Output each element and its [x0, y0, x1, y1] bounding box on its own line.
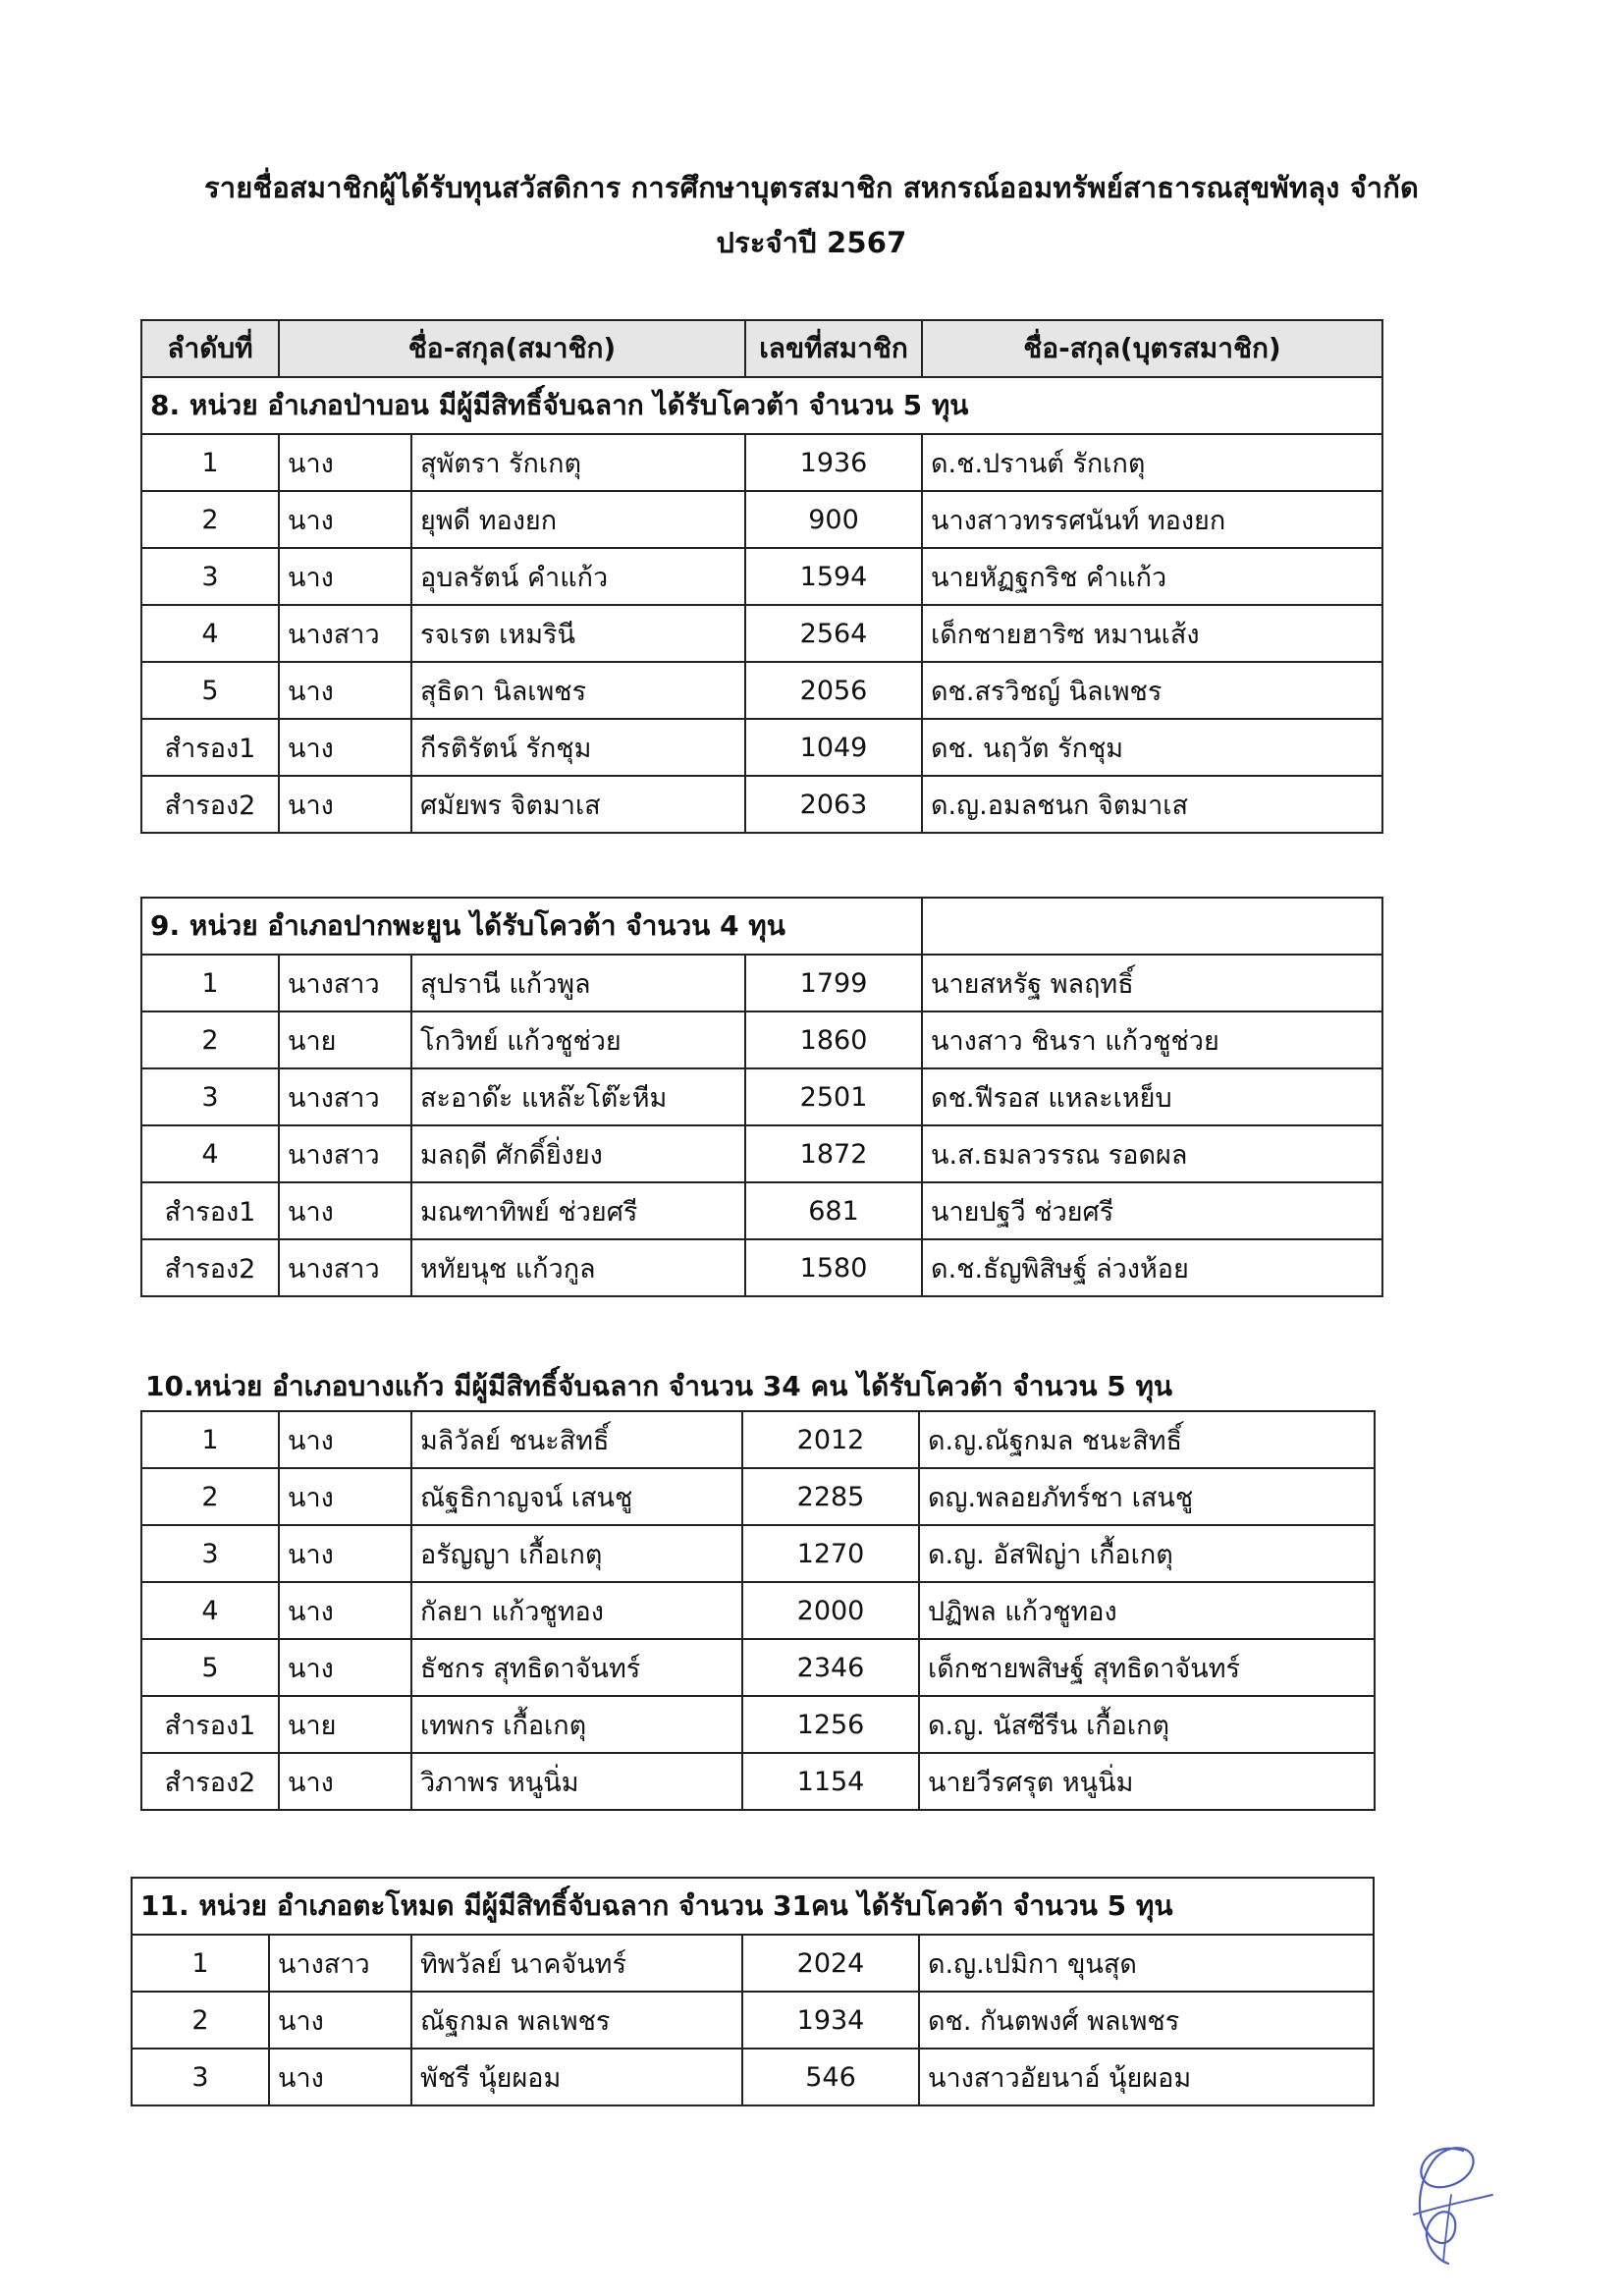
row-order: 3 [141, 1525, 279, 1582]
table-row [141, 719, 1382, 776]
row-order: 1 [141, 955, 279, 1011]
row-member-id: 2063 [745, 776, 922, 833]
table-row [141, 776, 1382, 833]
row-order: 4 [141, 1125, 279, 1182]
row-child-name: ด.ช.ธัญพิสิษฐ์ ล่วงห้อย [922, 1239, 1382, 1296]
row-prefix: นาง [279, 1411, 411, 1468]
row-prefix: นาง [269, 2049, 411, 2105]
row-member-name: อรัญญา เกื้อเกตุ [411, 1525, 742, 1582]
row-member-name: สุพัตรา รักเกตุ [411, 434, 745, 491]
row-order: สำรอง1 [141, 1182, 279, 1239]
row-member-name: สุธิดา นิลเพชร [411, 662, 745, 719]
table-row [141, 548, 1382, 605]
row-order: 2 [141, 491, 279, 548]
row-prefix: นางสาว [279, 1125, 411, 1182]
row-order: 3 [141, 1068, 279, 1125]
table-row [141, 1125, 1382, 1182]
row-child-name: ด.ช.ปรานต์ รักเกตุ [922, 434, 1382, 491]
row-order: 3 [132, 2049, 269, 2105]
row-child-name: ด.ญ.ณัฐกมล ชนะสิทธิ์ [919, 1411, 1375, 1468]
row-member-name: พัชรี นุ้ยผอม [411, 2049, 742, 2105]
row-member-name: หทัยนุช แก้วกูล [411, 1239, 745, 1296]
row-member-id: 1860 [745, 1011, 922, 1068]
row-order: สำรอง2 [141, 1753, 279, 1810]
document-title: รายชื่อสมาชิกผู้ได้รับทุนสวัสดิการ การศึกษาบุตรสมาชิก สหกรณ์ออมทรัพย์สาธารณสุขพัทลุง จำกัด [203, 171, 1419, 204]
table-row [132, 1935, 1374, 1992]
table-row [141, 1753, 1375, 1810]
row-prefix: นาง [279, 1753, 411, 1810]
table-row [141, 434, 1382, 491]
row-member-id: 2000 [742, 1582, 919, 1639]
row-child-name: นายสหรัฐ พลฤทธิ์ [922, 955, 1382, 1011]
row-member-id: 1270 [742, 1525, 919, 1582]
row-member-name: ณัฐกมล พลเพชร [411, 1992, 742, 2049]
row-child-name: ดช. นฤวัต รักชุม [922, 719, 1382, 776]
row-child-name: ปฏิพล แก้วชูทอง [919, 1582, 1375, 1639]
row-prefix: นางสาว [269, 1935, 411, 1992]
table-row [141, 491, 1382, 548]
row-prefix: นางสาว [279, 955, 411, 1011]
row-order: 1 [132, 1935, 269, 1992]
row-member-name: สุปรานี แก้วพูล [411, 955, 745, 1011]
row-member-id: 1154 [742, 1753, 919, 1810]
section-heading: 11. หน่วย อำเภอตะโหมด มีผู้มีสิทธิ์จับฉลาก จำนวน 31คน ได้รับโควต้า จำนวน 5 ทุน [132, 1878, 1374, 1935]
table-row [141, 605, 1382, 662]
signature [1394, 2136, 1502, 2273]
row-child-name: นางสาวทรรศนันท์ ทองยก [922, 491, 1382, 548]
row-child-name: ดช.ฟีรอส แหละเหย็บ [922, 1068, 1382, 1125]
table-row [141, 1525, 1375, 1582]
row-prefix: นาง [269, 1992, 411, 2049]
row-member-name: โกวิทย์ แก้วชูช่วย [411, 1011, 745, 1068]
row-child-name: น.ส.ธมลวรรณ รอดผล [922, 1125, 1382, 1182]
row-child-name: ด.ญ.เปมิกา ขุนสุด [919, 1935, 1374, 1992]
row-member-id: 900 [745, 491, 922, 548]
row-child-name: นายวีรศรุต หนูนิ่ม [919, 1753, 1375, 1810]
row-member-name: มลฤดี ศักดิ์ยิ่งยง [411, 1125, 745, 1182]
table-row [141, 662, 1382, 719]
row-prefix: นาง [279, 491, 411, 548]
row-prefix: นาง [279, 548, 411, 605]
row-member-name: รจเรต เหมรินี [411, 605, 745, 662]
row-order: สำรอง2 [141, 1239, 279, 1296]
row-order: 2 [132, 1992, 269, 2049]
row-member-id: 1799 [745, 955, 922, 1011]
section-heading: 9. หน่วย อำเภอปากพะยูน ได้รับโควต้า จำนวน 4 ทุน [141, 898, 922, 955]
section-8-table [140, 319, 1383, 834]
row-member-name: เทพกร เกื้อเกตุ [411, 1696, 742, 1753]
row-order: 4 [141, 1582, 279, 1639]
row-member-id: 2024 [742, 1935, 919, 1992]
section-10-heading: 10.หน่วย อำเภอบางแก้ว มีผู้มีสิทธิ์จับฉลาก จำนวน 34 คน ได้รับโควต้า จำนวน 5 ทุน [145, 1370, 1173, 1402]
row-child-name: ด.ญ.อมลชนก จิตมาเส [922, 776, 1382, 833]
row-prefix: นางสาว [279, 605, 411, 662]
row-order: 1 [141, 1411, 279, 1468]
row-member-name: ณัฐธิกาญจน์ เสนชู [411, 1468, 742, 1525]
col-header-member-id: เลขที่สมาชิก [745, 320, 922, 377]
row-member-name: ยุพดี ทองยก [411, 491, 745, 548]
document-subtitle-year: ประจำปี 2567 [716, 226, 907, 259]
table-row [141, 1468, 1375, 1525]
col-header-member-name: ชื่อ-สกุล(สมาชิก) [279, 320, 745, 377]
row-member-id: 681 [745, 1182, 922, 1239]
table-row [141, 1182, 1382, 1239]
row-prefix: นาย [279, 1011, 411, 1068]
row-prefix: นางสาว [279, 1068, 411, 1125]
table-row [132, 2049, 1374, 2105]
row-member-id: 1934 [742, 1992, 919, 2049]
col-header-order: ลำดับที่ [141, 320, 279, 377]
row-prefix: นาง [279, 776, 411, 833]
row-child-name: เด็กชายฮาริซ หมานเส้ง [922, 605, 1382, 662]
row-child-name: ด.ญ. นัสซีรีน เกื้อเกตุ [919, 1696, 1375, 1753]
section-heading-row [132, 1878, 1374, 1935]
row-child-name: ด.ญ. อัสฟิญ่า เกื้อเกตุ [919, 1525, 1375, 1582]
row-prefix: นาง [279, 719, 411, 776]
table-row [141, 1068, 1382, 1125]
row-order: 2 [141, 1468, 279, 1525]
row-member-id: 1256 [742, 1696, 919, 1753]
row-member-id: 2501 [745, 1068, 922, 1125]
table-row [141, 1239, 1382, 1296]
row-order: 1 [141, 434, 279, 491]
row-prefix: นาง [279, 434, 411, 491]
table-row [141, 1011, 1382, 1068]
row-child-name: นายปฐวี ช่วยศรี [922, 1182, 1382, 1239]
row-order: 2 [141, 1011, 279, 1068]
section-9-table [140, 897, 1383, 1297]
table-row [141, 955, 1382, 1011]
table-row [141, 1411, 1375, 1468]
col-header-child-name: ชื่อ-สกุล(บุตรสมาชิก) [922, 320, 1382, 377]
section-heading: 8. หน่วย อำเภอป่าบอน มีผู้มีสิทธิ์จับฉลาก ได้รับโควต้า จำนวน 5 ทุน [141, 377, 1382, 434]
row-member-name: วิภาพร หนูนิ่ม [411, 1753, 742, 1810]
row-child-name: นางสาวอัยนาอ์ นุ้ยผอม [919, 2049, 1374, 2105]
row-member-id: 2012 [742, 1411, 919, 1468]
row-child-name: นางสาว ชินรา แก้วชูช่วย [922, 1011, 1382, 1068]
row-prefix: นาง [279, 1468, 411, 1525]
table-row [141, 1639, 1375, 1696]
row-member-id: 1580 [745, 1239, 922, 1296]
row-order: 4 [141, 605, 279, 662]
column-header-row [141, 320, 1382, 377]
row-member-name: ศมัยพร จิตมาเส [411, 776, 745, 833]
row-child-name: ดช. กันตพงศ์ พลเพชร [919, 1992, 1374, 2049]
row-prefix: นาง [279, 662, 411, 719]
section-heading-row [141, 377, 1382, 434]
section-11-table [131, 1877, 1375, 2106]
row-child-name: เด็กชายพสิษฐ์ สุทธิดาจันทร์ [919, 1639, 1375, 1696]
row-order: 5 [141, 1639, 279, 1696]
row-child-name: ดญ.พลอยภัทร์ชา เสนชู [919, 1468, 1375, 1525]
table-row [132, 1992, 1374, 2049]
row-member-name: ธัชกร สุทธิดาจันทร์ [411, 1639, 742, 1696]
section-heading-row [141, 898, 1382, 955]
row-order: สำรอง1 [141, 1696, 279, 1753]
row-member-id: 2056 [745, 662, 922, 719]
row-member-name: อุบลรัตน์ คำแก้ว [411, 548, 745, 605]
row-member-id: 2346 [742, 1639, 919, 1696]
row-member-name: ทิพวัลย์ นาคจันทร์ [411, 1935, 742, 1992]
row-member-id: 2564 [745, 605, 922, 662]
row-prefix: นาง [279, 1639, 411, 1696]
row-member-name: มณฑาทิพย์ ช่วยศรี [411, 1182, 745, 1239]
row-order: 5 [141, 662, 279, 719]
row-prefix: นาง [279, 1582, 411, 1639]
table-row [141, 1696, 1375, 1753]
row-member-id: 1594 [745, 548, 922, 605]
row-member-id: 1049 [745, 719, 922, 776]
empty-cell [922, 898, 1382, 955]
row-child-name: นายหัฏฐกริช คำแก้ว [922, 548, 1382, 605]
row-child-name: ดช.สรวิชญ์ นิลเพชร [922, 662, 1382, 719]
row-prefix: นาง [279, 1182, 411, 1239]
row-prefix: นาย [279, 1696, 411, 1753]
row-member-id: 1872 [745, 1125, 922, 1182]
row-member-id: 2285 [742, 1468, 919, 1525]
row-member-id: 546 [742, 2049, 919, 2105]
row-order: สำรอง2 [141, 776, 279, 833]
row-order: สำรอง1 [141, 719, 279, 776]
row-prefix: นางสาว [279, 1239, 411, 1296]
row-order: 3 [141, 548, 279, 605]
row-prefix: นาง [279, 1525, 411, 1582]
section-10-table [140, 1410, 1376, 1811]
row-member-name: สะอาด๊ะ แหล๊ะโต๊ะหีม [411, 1068, 745, 1125]
row-member-name: กีรติรัตน์ รักชุม [411, 719, 745, 776]
table-row [141, 1582, 1375, 1639]
row-member-id: 1936 [745, 434, 922, 491]
row-member-name: กัลยา แก้วชูทอง [411, 1582, 742, 1639]
row-member-name: มลิวัลย์ ชนะสิทธิ์ [411, 1411, 742, 1468]
